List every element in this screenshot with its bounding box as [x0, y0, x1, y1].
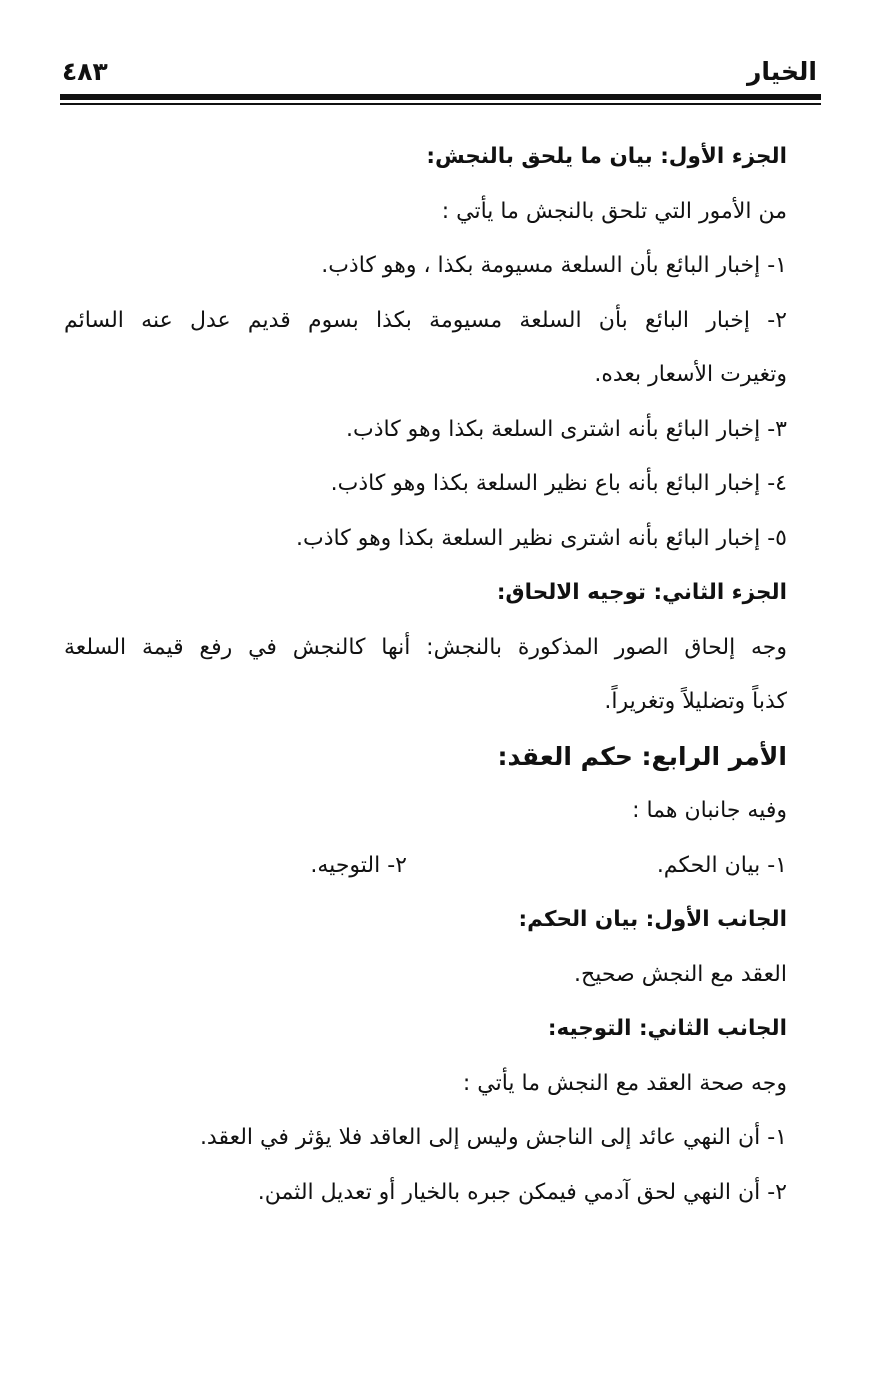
list-item: ٢- أن النهي لحق آدمي فيمكن جبره بالخيار أو تعديل الثمن.: [257, 1179, 787, 1205]
list-item: ١- بيان الحكم.: [656, 852, 787, 878]
paragraph-line: من الأمور التي تلحق بالنجش ما يأتي :: [441, 198, 787, 224]
list-item: ٥- إخبار البائع بأنه اشترى نظير السلعة بكذا وهو كاذب.: [296, 525, 787, 551]
paragraph-line: وفيه جانبان هما :: [632, 798, 787, 823]
running-header: [62, 56, 817, 92]
paragraph-line: العقد مع النجش صحيح.: [574, 961, 787, 987]
section-heading: الجانب الثاني: التوجيه:: [547, 1016, 787, 1041]
page-number: ٤٨٣: [62, 57, 108, 86]
header-rule-thin: [60, 103, 821, 105]
list-item: ٢- التوجيه.: [310, 852, 407, 878]
header-rule-thick: [60, 94, 821, 100]
section-heading: الجزء الأول: بيان ما يلحق بالنجش:: [426, 144, 787, 169]
paragraph-line: وجه صحة العقد مع النجش ما يأتي :: [462, 1070, 787, 1096]
section-heading: الجانب الأول: بيان الحكم:: [518, 907, 787, 932]
list-item: ١- إخبار البائع بأن السلعة مسيومة بكذا ، وهو كاذب.: [321, 253, 787, 278]
list-item: ٢- إخبار البائع بأن السلعة مسيومة بكذا بسوم قديم عدل عنه السائم: [64, 307, 787, 333]
list-item: ١- أن النهي عائد إلى الناجش وليس إلى العاقد فلا يؤثر في العقد.: [199, 1125, 787, 1150]
page-body: [64, 130, 787, 1220]
section-heading: الجزء الثاني: توجيه الالحاق:: [496, 580, 787, 605]
chapter-title: الخيار: [747, 57, 817, 86]
list-item: ٣- إخبار البائع بأنه اشترى السلعة بكذا وهو كاذب.: [346, 416, 787, 442]
paragraph-line: كذباً وتضليلاً وتغريراً.: [604, 689, 787, 714]
two-column-list: [64, 839, 787, 894]
list-item-continuation: وتغيرت الأسعار بعده.: [594, 362, 787, 387]
main-heading: الأمر الرابع: حكم العقد:: [497, 741, 787, 771]
list-item: ٤- إخبار البائع بأنه باع نظير السلعة بكذا وهو كاذب.: [330, 471, 787, 496]
paragraph-line: وجه إلحاق الصور المذكورة بالنجش: أنها كالنجش في رفع قيمة السلعة: [64, 634, 787, 660]
